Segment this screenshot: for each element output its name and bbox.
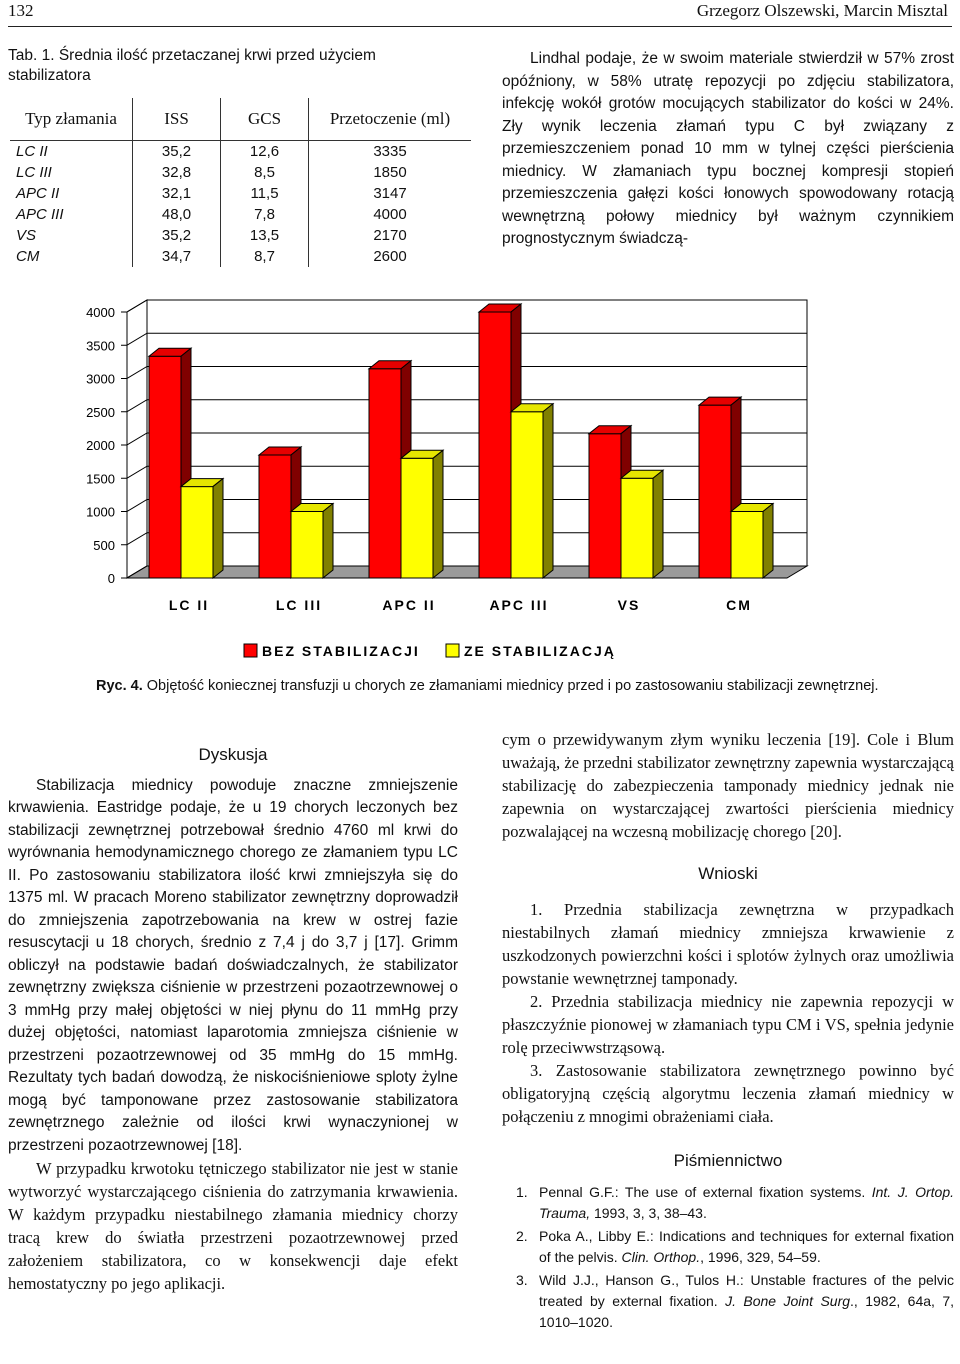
legend-label: BEZ STABILIZACJI	[262, 643, 420, 659]
transfusion-bar-chart	[0, 290, 960, 670]
y-tick-label: 2000	[86, 438, 115, 453]
reference-details: ., 1982, 64a, 7, 1010–1020.	[539, 1293, 954, 1330]
bar-front	[149, 356, 181, 578]
bar-front	[291, 512, 323, 579]
table-row	[10, 246, 471, 267]
reference-number: 2.	[516, 1228, 528, 1244]
bar-side	[323, 504, 333, 579]
bar-front	[699, 405, 731, 578]
bar-front	[621, 478, 653, 578]
bar-side	[763, 504, 773, 579]
table-cell: 8,7	[221, 246, 309, 267]
paragraph-text: W przypadku krwotoku tętniczego stabilizator nie jest w stanie wytworzyć wystarczającego ciśnienia do zatrzymania krwawienia. W każdym przypadku niestabilnego złamania miednicy chorzy tracą krew do światła przestrzeni pozaotrzewnowej przed założeniem stabilizatora, co w konsekwencji daje efekt hemostatyczny po jego aplikacji.	[8, 1159, 458, 1293]
reference-item	[502, 1226, 954, 1268]
paragraph-text: cym o przewidywanym złym wyniku leczenia [19]. Cole i Blum uważają, że przedni stabilizator zewnętrzny zapewnia wystarczającą stabilizację do zabezpieczenia tamponady miednicy jednak nie zapewnia on wystarczającej zwartości pierścienia miednicy pozwalającej na wczesną mobilizację chorego [20].	[502, 730, 954, 841]
y-tick-label: 500	[93, 537, 115, 553]
reference-number: 1.	[516, 1184, 528, 1200]
table-cell: 13,5	[221, 225, 309, 246]
bar-side	[543, 404, 553, 578]
y-tick-label: 0	[107, 571, 115, 586]
right-column	[502, 728, 954, 1335]
table-cell: 48,0	[133, 204, 221, 225]
paragraph-text: Lindhal podaje, że w swoim materiale stwierdził w 57% zrost opóźniony, w 58% utratę repozycji po zdjęciu stabilizatora, infekcję wokół grotów mocujących stabilizator do kości w 24%. Zły wynik leczenia złamań typu C był związany z przemieszczeniem ponad 10 mm w tylnej części pierścienia miednicy. W złamaniach typu bocznej kompresji stopień przemieszczenia gałęzi kości łonowych spowodowany rotacją wewnętrzną połowy miednicy był ważnym czynnikiem prognostycznym świadczą-	[502, 50, 954, 247]
table-cell: 34,7	[133, 246, 221, 267]
conclusion-3: 3. Zastosowanie stabilizatora zewnętrznego powinno być obligatoryjną częścią algorytmu leczenia złamań miednicy w połączeniu z mnogimi obrażeniami ciała.	[502, 1060, 954, 1126]
conclusion-2: 2. Przednia stabilizacja miednicy nie zapewnia repozycji w płaszczyźnie pionowej w złamaniach typu CM i VS, spełnia jedynie rolę przeciwwstrząsową.	[502, 991, 954, 1057]
bar-front	[479, 312, 511, 578]
header-cell: Przetoczenie (ml)	[309, 98, 472, 140]
table-cell: 7,8	[221, 204, 309, 225]
reference-journal: Int. J. Ortop. Trauma,	[539, 1184, 954, 1221]
y-tick-label: 3500	[86, 338, 115, 354]
data-table	[10, 98, 471, 267]
table-cell: APC II	[16, 184, 60, 202]
table-header-row	[10, 98, 471, 140]
y-tick-label: 3000	[86, 371, 115, 387]
y-tick-label: 4000	[86, 305, 115, 320]
conclusion-1: 1. Przednia stabilizacja zewnętrzna w przypadkach niestabilnych złamań miednicy zmniejsza krwawienie z uszkodzonych powierzchni kości i splotów żylnych oraz umożliwia powstanie wewnętrznej tamponady.	[502, 899, 954, 988]
bar-front	[731, 512, 763, 579]
bar-side	[213, 479, 223, 578]
table-cell: 35,2	[133, 225, 221, 246]
table-row	[10, 225, 471, 246]
header-cell: Typ złamania	[25, 109, 117, 129]
legend-label: ZE STABILIZACJĄ	[464, 643, 616, 659]
x-tick-label: LC III	[275, 597, 323, 613]
y-tick-label: 1000	[86, 504, 115, 520]
left-column	[8, 744, 458, 1295]
reference-journal: Clin. Orthop.	[621, 1249, 701, 1265]
header-cell: ISS	[133, 98, 221, 140]
header-cell: GCS	[221, 98, 309, 140]
reference-item	[502, 1182, 954, 1224]
bar-front	[589, 434, 621, 578]
section-heading-references: Piśmiennictwo	[673, 1150, 783, 1170]
reference-details: , 1996, 329, 54–59.	[700, 1249, 821, 1265]
table-cell: 1850	[309, 162, 472, 183]
x-tick-label: APC III	[489, 597, 549, 613]
bar-front	[181, 487, 213, 578]
bar-side	[653, 470, 663, 578]
bar-front	[259, 455, 291, 578]
legend-swatch	[446, 644, 459, 657]
page-number: 132	[8, 1, 34, 20]
section-heading-wnioski: Wnioski	[698, 864, 758, 883]
x-tick-label: VS	[617, 597, 641, 613]
table-cell: 4000	[309, 204, 472, 225]
reference-list	[502, 1182, 954, 1333]
table-row	[10, 183, 471, 204]
table-cell: 2600	[309, 246, 472, 267]
reference-journal: J. Bone Joint Surg	[725, 1293, 851, 1309]
section-heading-dyskusja: Dyskusja	[198, 745, 268, 764]
table-cell: APC III	[16, 205, 64, 223]
bar-front	[401, 458, 433, 578]
results-paragraph	[502, 48, 954, 251]
figure-caption-text: Objętość koniecznej transfuzji u chorych ze złamaniami miednicy przed i po zastosowaniu stabilizacji zewnętrznej.	[146, 678, 879, 694]
running-authors: Grzegorz Olszewski, Marcin Misztal	[696, 1, 948, 20]
table-row	[10, 140, 471, 162]
table-cell: 32,1	[133, 183, 221, 204]
table-cell: 11,5	[221, 183, 309, 204]
figure-label: Ryc. 4.	[96, 678, 143, 694]
x-tick-label: LC II	[168, 597, 210, 613]
table-cell: 3147	[309, 183, 472, 204]
running-header	[8, 0, 952, 27]
table-caption: Tab. 1. Średnia ilość przetaczanej krwi przed użyciem stabilizatora	[8, 47, 376, 84]
table-cell: 2170	[309, 225, 472, 246]
bar-side	[433, 450, 443, 578]
y-tick-label: 2500	[86, 404, 115, 420]
table-cell: 3335	[309, 140, 472, 162]
table-cell: 8,5	[221, 162, 309, 183]
bar-front	[511, 412, 543, 578]
reference-number: 3.	[516, 1272, 528, 1288]
legend-swatch	[244, 644, 257, 657]
reference-item	[502, 1270, 954, 1333]
reference-text: Poka A., Libby E.: Indications and techniques for external fixation of the pelvis.	[539, 1228, 954, 1265]
table-cell: CM	[16, 247, 40, 265]
x-tick-label: APC II	[382, 597, 436, 613]
table-cell: 35,2	[133, 140, 221, 162]
table-row	[10, 204, 471, 225]
table-cell: 32,8	[133, 162, 221, 183]
figure-caption	[96, 678, 879, 694]
reference-text: Wild J.J., Hanson G., Tulos H.: Unstable fractures of the pelvic treated by external fixation.	[539, 1272, 954, 1309]
x-tick-label: CM	[726, 597, 752, 613]
reference-text: Pennal G.F.: The use of external fixation systems.	[539, 1184, 872, 1200]
table-cell: LC III	[16, 163, 52, 181]
paragraph-text: Stabilizacja miednicy powoduje znaczne zmniejszenie krwawienia. Eastridge podaje, że u 19 chorych leczonych bez stabilizacji zewnętrznej potrzebował średnio 4760 ml krwi do wyrównania hemodynamicznego chorego ze złamaniem typu LC II. Po zastosowaniu stabilizatora ilość krwi zmniejszyła się do 1375 ml. W pracach Moreno stabilizator zewnętrzny doprowadził do zmniejszenia zapotrzebowania na krew w ostrej fazie resuscytacji u 18 chorych, średnio z 7,4 j do 3,7 j [17]. Grimm obliczył na podstawie badań doświadczalnych, że stabilizator zewnętrzny zwiększa ciśnienie w przestrzeni pozaotrzewnowej o 3 mmHg przy małej objętości w niej płynu do 11 mmHg przy dużej objętości, natomiast laparotomia zmniejsza ciśnienie w przestrzeni pozaotrzewnowej od 35 mmHg do 15 mmHg. Rezultaty tych badań dowodzą, że niskociśnieniowe sploty żylne mogą być tamponowane przez zastosowanie stabilizatora zewnętrznego zależnie od ilości krwi wynaczynionej w przestrzeni pozaotrzewnowej [18].	[8, 776, 458, 1154]
table-cell: VS	[16, 226, 37, 244]
reference-details: 1993, 3, 3, 38–43.	[590, 1205, 707, 1221]
y-tick-label: 1500	[86, 471, 115, 487]
table-row	[10, 162, 471, 183]
bar-front	[369, 369, 401, 578]
table-cell: LC II	[16, 142, 48, 160]
table-cell: 12,6	[221, 140, 309, 162]
